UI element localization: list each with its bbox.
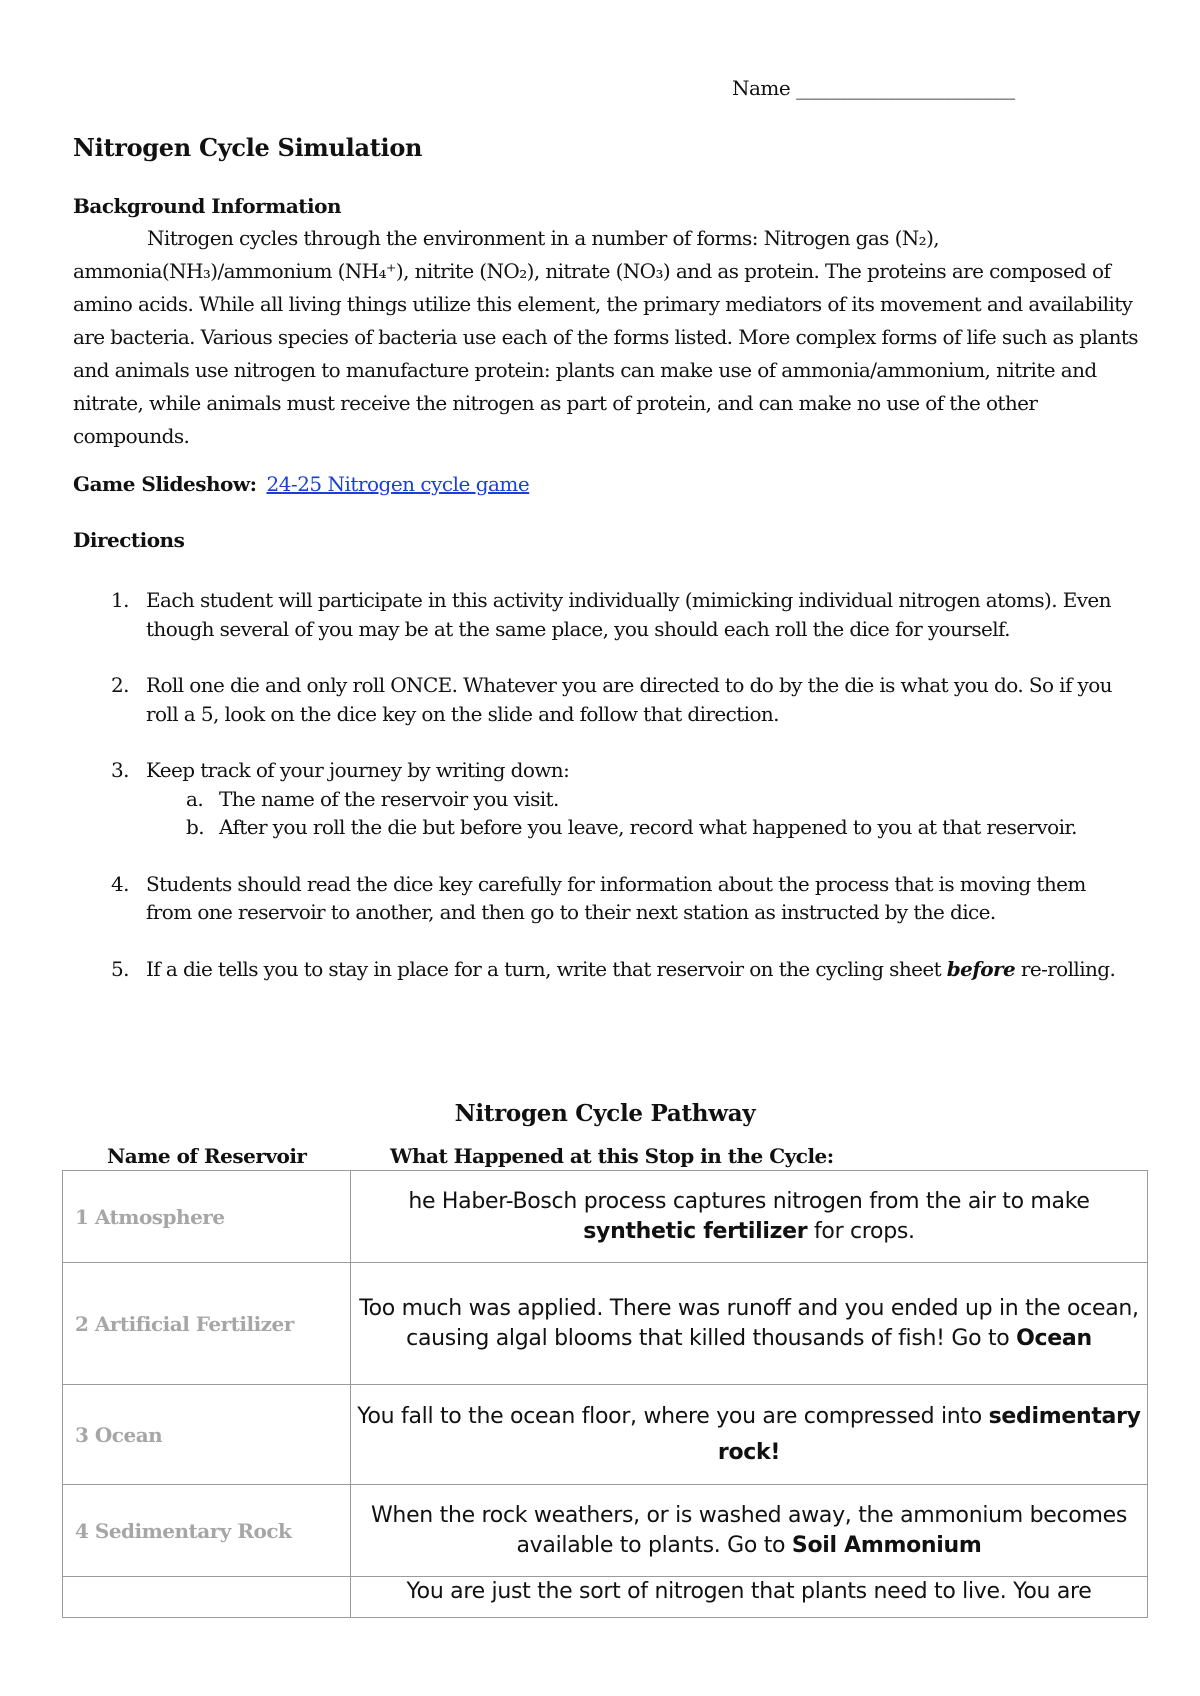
- reservoir-cell: 3 Ocean: [63, 1385, 351, 1485]
- event-text: Too much was applied. There was runoff and you ended up in the ocean, causing algal blooms that killed thousands of fish! Go to: [359, 1295, 1139, 1351]
- slideshow-link[interactable]: 24-25 Nitrogen cycle game: [266, 472, 530, 496]
- step-text: Students should read the dice key carefully for information about the process that is moving them from one reservoir to another, and then go to their next station as instructed by the dice.: [146, 871, 1086, 924]
- table-row: [63, 1577, 1148, 1618]
- event-text: When the rock weathers, or is washed away, the ammonium becomes available to plants. Go to: [370, 1502, 1128, 1558]
- sub-step-text: After you roll the die but before you leave, record what happened to you at that reservoir.: [219, 815, 1077, 839]
- background-heading: Background Information: [73, 194, 342, 218]
- sub-step: [146, 813, 1133, 842]
- direction-step: [73, 955, 1133, 984]
- pathway-table: [62, 1170, 1148, 1618]
- step-text-before: If a die tells you to stay in place for a turn, write that reservoir on the cycling sheet: [146, 956, 947, 981]
- direction-step: [73, 671, 1133, 728]
- step-number: 2.: [111, 673, 129, 697]
- event-text: he Haber-Bosch process captures nitrogen from the air to make: [408, 1188, 1090, 1214]
- sub-step: [146, 785, 1133, 814]
- reservoir-cell: 2 Artificial Fertilizer: [63, 1263, 351, 1385]
- direction-step: [73, 870, 1133, 927]
- slideshow-line: [73, 472, 529, 496]
- event-cell: [351, 1485, 1148, 1577]
- table-row: [63, 1385, 1148, 1485]
- column-header-what-happened: What Happened at this Stop in the Cycle:: [390, 1144, 834, 1168]
- reservoir-cell: 1 Atmosphere: [63, 1171, 351, 1263]
- directions-heading: Directions: [73, 528, 185, 552]
- event-cell: [351, 1577, 1148, 1618]
- event-emphasis: Ocean: [1016, 1325, 1092, 1351]
- sub-step-text: The name of the reservoir you visit.: [219, 786, 559, 811]
- step-text: Keep track of your journey by writing down:: [146, 758, 570, 782]
- step-number: 3.: [111, 758, 129, 782]
- sub-step-letter: a.: [186, 786, 204, 811]
- event-cell: [351, 1263, 1148, 1385]
- column-header-reservoir: Name of Reservoir: [107, 1144, 307, 1168]
- sub-step-list: [146, 785, 1133, 842]
- background-paragraph: Nitrogen cycles through the environment in a number of forms: Nitrogen gas (N₂), ammonia(NH₃)/ammonium (NH₄⁺), nitrite (NO₂), nitrate (NO₃) and as protein. The proteins are composed of amino acids. While all living things utilize this element, the primary mediators of its movement and availability are bacteria. Various species of bacteria use each of the forms listed. More complex forms of life such as plants and animals use nitrogen to manufacture protein: plants can make use of ammonia/ammonium, nitrite and nitrate, while animals must receive the nitrogen as part of protein, and can make no use of the other compounds.: [73, 226, 1138, 448]
- document-title: Nitrogen Cycle Simulation: [73, 133, 423, 162]
- event-text: You are just the sort of nitrogen that plants need to live. You are: [406, 1579, 1092, 1604]
- step-text-after: re-rolling.: [1015, 956, 1116, 981]
- table-row: [63, 1171, 1148, 1263]
- step-emphasis: before: [946, 956, 1016, 981]
- sub-step-letter: b.: [186, 815, 204, 839]
- slideshow-label: Game Slideshow:: [73, 472, 257, 496]
- event-emphasis: synthetic fertilizer: [583, 1218, 808, 1244]
- event-emphasis: Soil Ammonium: [791, 1532, 982, 1558]
- event-text-end: for crops.: [807, 1218, 915, 1244]
- name-field-label: Name _______________________: [732, 76, 1015, 100]
- event-cell: [351, 1385, 1148, 1485]
- step-text: Roll one die and only roll ONCE. Whatever you are directed to do by the die is what you do. So if you roll a 5, look on the dice key on the slide and follow that direction.: [146, 673, 1112, 726]
- step-number: 1.: [111, 588, 129, 612]
- pathway-title: Nitrogen Cycle Pathway: [454, 1100, 756, 1127]
- step-number: 4.: [111, 871, 129, 896]
- table-row: [63, 1263, 1148, 1385]
- directions-list: [73, 586, 1133, 1011]
- event-cell: [351, 1171, 1148, 1263]
- reservoir-cell: [63, 1577, 351, 1618]
- event-text: You fall to the ocean floor, where you are compressed into: [357, 1403, 989, 1429]
- event-emphasis: sedimentary rock!: [717, 1403, 1141, 1465]
- step-text: [146, 957, 1115, 981]
- reservoir-cell: 4 Sedimentary Rock: [63, 1485, 351, 1577]
- table-row: [63, 1485, 1148, 1577]
- step-number: 5.: [111, 956, 129, 981]
- step-text: Each student will participate in this activity individually (mimicking individual nitrogen atoms). Even though several of you may be at the same place, you should each roll the dice for yourself.: [146, 588, 1111, 641]
- direction-step: [73, 586, 1133, 643]
- direction-step: [73, 756, 1133, 842]
